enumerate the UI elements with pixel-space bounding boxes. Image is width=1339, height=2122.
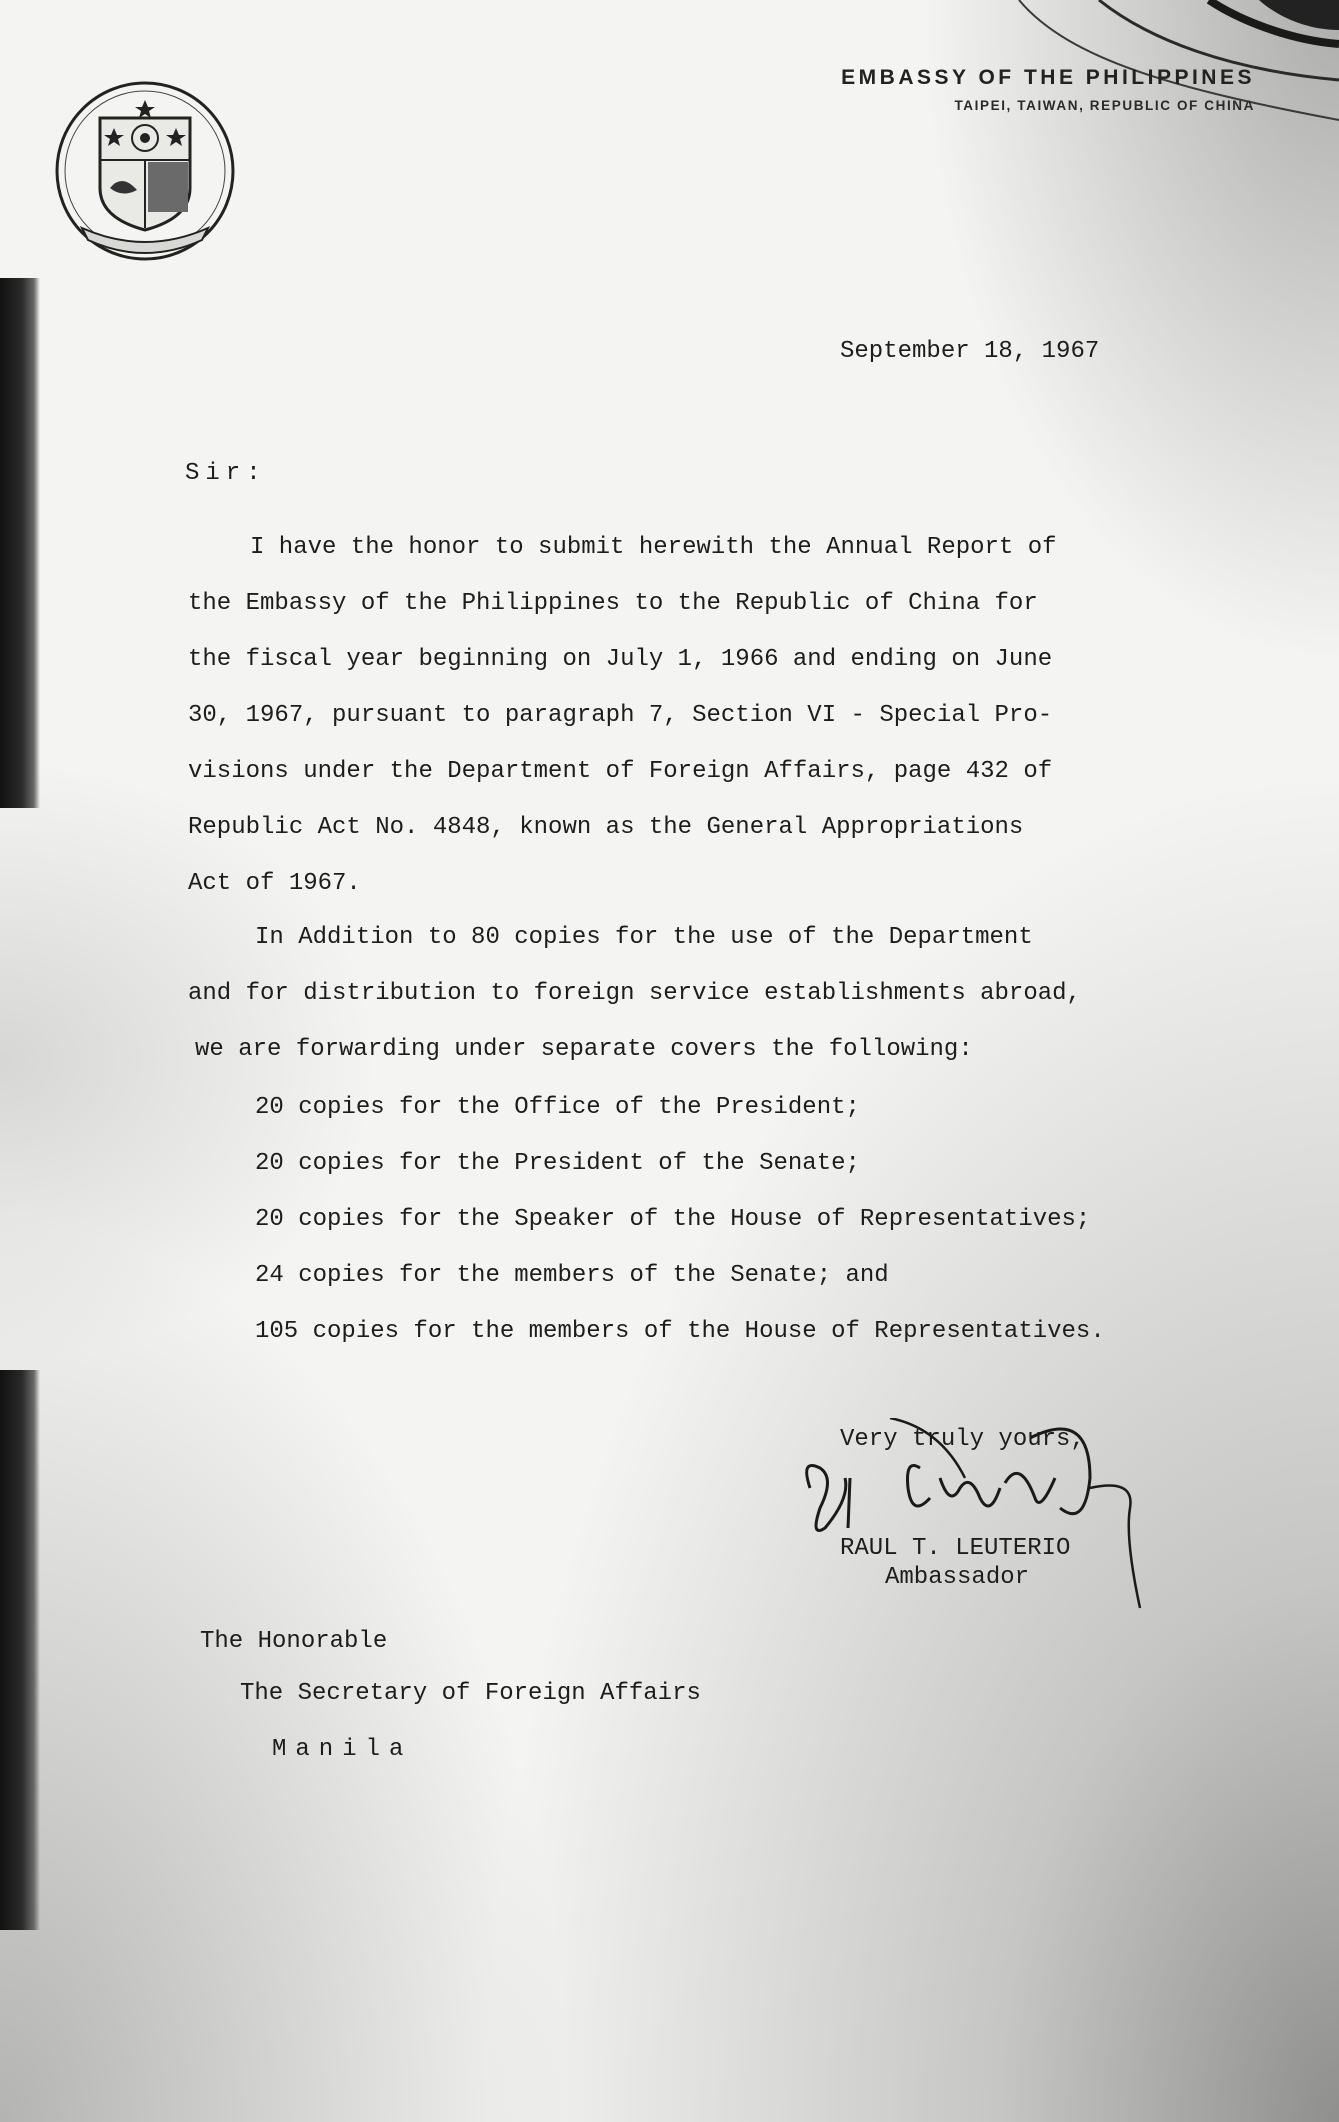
body-line: we are forwarding under separate covers the following: xyxy=(195,1036,973,1063)
body-line: I have the honor to submit herewith the Annual Report of xyxy=(250,534,1057,561)
scan-edge-shadow-top xyxy=(0,278,40,808)
letterhead-subtitle: TAIPEI, TAIWAN, REPUBLIC OF CHINA xyxy=(954,98,1255,113)
signatory-name: RAUL T. LEUTERIO xyxy=(840,1535,1071,1562)
body-line: the Embassy of the Philippines to the Republic of China for xyxy=(188,590,1038,617)
body-line: Act of 1967. xyxy=(188,870,361,897)
copies-list-item: 105 copies for the members of the House of Representatives. xyxy=(255,1318,1105,1345)
copies-list-item: 20 copies for the President of the Senate; xyxy=(255,1150,860,1177)
letterhead-title: EMBASSY OF THE PHILIPPINES xyxy=(841,66,1255,89)
philippine-seal-icon xyxy=(52,78,238,264)
recipient-line: The Secretary of Foreign Affairs xyxy=(240,1680,701,1707)
body-line: and for distribution to foreign service establishments abroad, xyxy=(188,980,1081,1007)
copies-list-item: 20 copies for the Office of the President; xyxy=(255,1094,860,1121)
body-line: Republic Act No. 4848, known as the General Appropriations xyxy=(188,814,1024,841)
scan-edge-shadow-bottom xyxy=(0,1370,40,1930)
signatory-title: Ambassador xyxy=(885,1564,1030,1591)
body-line: visions under the Department of Foreign Affairs, page 432 of xyxy=(188,758,1053,785)
copies-list-item: 20 copies for the Speaker of the House of Representatives; xyxy=(255,1206,1091,1233)
salutation: Sir: xyxy=(185,460,267,487)
body-line: In Addition to 80 copies for the use of the Department xyxy=(255,924,1033,951)
recipient-line: The Honorable xyxy=(200,1628,388,1655)
body-line: the fiscal year beginning on July 1, 1966 and ending on June xyxy=(188,646,1053,673)
copies-list-item: 24 copies for the members of the Senate; and xyxy=(255,1262,889,1289)
closing: Very truly yours, xyxy=(840,1426,1085,1453)
letter-date: September 18, 1967 xyxy=(840,338,1100,365)
recipient-city: Manila xyxy=(272,1736,413,1763)
body-line: 30, 1967, pursuant to paragraph 7, Section VI - Special Pro- xyxy=(188,702,1053,729)
letterhead xyxy=(841,66,1255,113)
